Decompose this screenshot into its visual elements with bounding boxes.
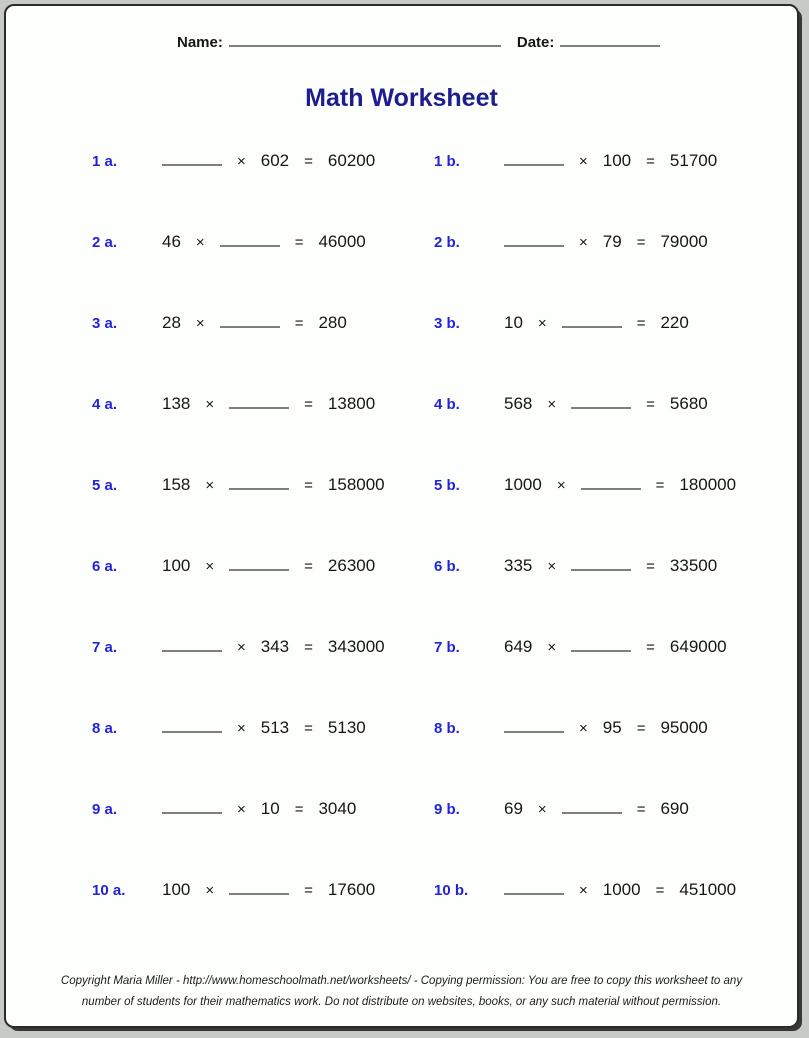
date-blank-line [560, 35, 660, 47]
times-operator: × [579, 152, 588, 170]
equals-operator: = [655, 881, 665, 899]
answer-blank [162, 642, 222, 652]
factor-1: 10 [504, 312, 523, 332]
equals-operator: = [304, 719, 313, 737]
problems-grid [6, 120, 797, 930]
problem-expression [162, 394, 375, 414]
problem-number: 5 b. [434, 476, 460, 494]
problem-row [6, 444, 797, 525]
problem-expression [504, 556, 717, 576]
product-value: 46000 [318, 231, 366, 251]
equals-operator: = [294, 800, 304, 818]
factor-1: 138 [162, 393, 191, 413]
problem-7b [434, 637, 797, 657]
times-operator: × [579, 233, 588, 251]
equals-operator: = [646, 395, 655, 413]
product-value: 220 [660, 312, 689, 332]
product-value: 33500 [669, 555, 718, 575]
factor-2: 1000 [602, 879, 641, 899]
problem-number: 1 b. [434, 152, 460, 170]
problem-expression [162, 556, 375, 576]
times-operator: × [547, 638, 557, 656]
answer-blank [162, 804, 222, 814]
equals-operator: = [304, 395, 313, 413]
answer-blank [504, 885, 564, 895]
answer-blank [504, 156, 564, 166]
product-value: 5130 [327, 717, 366, 737]
equals-operator: = [646, 152, 655, 170]
problem-2b [434, 232, 797, 252]
times-operator: × [195, 314, 205, 332]
product-value: 180000 [679, 474, 737, 494]
product-value: 451000 [679, 879, 737, 899]
answer-blank [220, 318, 280, 328]
problem-expression [504, 718, 708, 738]
factor-1: 649 [504, 636, 533, 656]
problem-6b [434, 556, 797, 576]
problem-number: 7 a. [92, 638, 118, 656]
equals-operator: = [294, 233, 304, 251]
times-operator: × [547, 395, 557, 413]
answer-blank [229, 480, 289, 490]
product-value: 5680 [669, 393, 708, 413]
name-blank-line [229, 35, 501, 47]
factor-2: 100 [602, 150, 632, 170]
problem-10b [434, 880, 797, 900]
equals-operator: = [294, 314, 304, 332]
product-value: 79000 [660, 231, 708, 251]
times-operator: × [547, 557, 557, 575]
problem-number: 7 b. [434, 638, 460, 656]
footer [6, 971, 797, 1013]
factor-2: 513 [260, 717, 290, 737]
equals-operator: = [304, 638, 313, 656]
problem-1a [6, 151, 434, 171]
header [177, 34, 660, 51]
answer-blank [229, 561, 289, 571]
product-value: 51700 [669, 150, 718, 170]
times-operator: × [579, 719, 588, 737]
equals-operator: = [636, 314, 646, 332]
times-operator: × [579, 881, 588, 899]
problem-expression [162, 151, 375, 171]
name-label: Name: [177, 34, 223, 51]
problem-3a [6, 313, 434, 333]
equals-operator: = [304, 881, 313, 899]
answer-blank [581, 480, 641, 490]
answer-blank [162, 156, 222, 166]
answer-blank [562, 804, 622, 814]
product-value: 3040 [318, 798, 357, 818]
product-value: 26300 [327, 555, 376, 575]
problem-4a [6, 394, 434, 414]
problem-expression [504, 151, 717, 171]
problem-row [6, 768, 797, 849]
problem-expression [162, 232, 366, 252]
factor-2: 343 [260, 636, 290, 656]
problem-number: 4 b. [434, 395, 460, 413]
problem-number: 8 a. [92, 719, 118, 737]
problem-number: 9 b. [434, 800, 460, 818]
problem-5a [6, 475, 434, 495]
problem-expression [162, 313, 347, 333]
equals-operator: = [646, 638, 655, 656]
equals-operator: = [636, 719, 646, 737]
problem-number: 6 b. [434, 557, 460, 575]
problem-10a [6, 880, 434, 900]
factor-2: 10 [260, 798, 280, 818]
product-value: 649000 [669, 636, 727, 656]
problem-number: 1 a. [92, 152, 118, 170]
answer-blank [571, 399, 631, 409]
problem-7a [6, 637, 434, 657]
problem-1b [434, 151, 797, 171]
problem-expression [162, 475, 385, 495]
problem-number: 3 b. [434, 314, 460, 332]
equals-operator: = [304, 152, 313, 170]
product-value: 95000 [660, 717, 708, 737]
times-operator: × [205, 395, 215, 413]
times-operator: × [237, 152, 246, 170]
factor-1: 158 [162, 474, 191, 494]
factor-1: 100 [162, 555, 191, 575]
factor-1: 100 [162, 879, 191, 899]
answer-blank [571, 561, 631, 571]
page-title: Math Worksheet [305, 84, 498, 112]
problem-expression [504, 880, 736, 900]
footer-line-1: Copyright Maria Miller - http://www.homeschoolmath.net/worksheets/ - Copying permission: You are free to copy this worksheet to any [60, 975, 743, 987]
product-value: 343000 [327, 636, 385, 656]
date-label: Date: [516, 34, 555, 51]
problem-number: 10 a. [92, 881, 126, 899]
times-operator: × [556, 476, 566, 494]
problem-number: 5 a. [92, 476, 118, 494]
factor-1: 335 [504, 555, 533, 575]
product-value: 13800 [327, 393, 376, 413]
footer-line-2: number of students for their mathematics work. Do not distribute on websites, books, or any such material without permission. [81, 996, 722, 1008]
equals-operator: = [304, 557, 313, 575]
problem-number: 4 a. [92, 395, 118, 413]
problem-number: 8 b. [434, 719, 460, 737]
problem-expression [504, 475, 736, 495]
times-operator: × [205, 557, 215, 575]
product-value: 690 [660, 798, 689, 818]
factor-2: 602 [260, 150, 290, 170]
problem-6a [6, 556, 434, 576]
equals-operator: = [304, 476, 313, 494]
problem-expression [504, 394, 708, 414]
times-operator: × [237, 719, 246, 737]
problem-expression [162, 799, 356, 819]
product-value: 280 [318, 312, 347, 332]
answer-blank [229, 885, 289, 895]
problem-expression [504, 313, 689, 333]
factor-1: 69 [504, 798, 523, 818]
problem-4b [434, 394, 797, 414]
problem-expression [162, 718, 366, 738]
product-value: 60200 [327, 150, 376, 170]
problem-5b [434, 475, 797, 495]
equals-operator: = [636, 233, 646, 251]
problem-number: 3 a. [92, 314, 118, 332]
answer-blank [504, 237, 564, 247]
problem-row [6, 120, 797, 201]
problem-number: 10 b. [434, 881, 469, 899]
problem-8b [434, 718, 797, 738]
problem-row [6, 687, 797, 768]
times-operator: × [237, 638, 246, 656]
problem-number: 9 a. [92, 800, 118, 818]
times-operator: × [205, 881, 215, 899]
problem-expression [504, 232, 708, 252]
problem-3b [434, 313, 797, 333]
problem-expression [162, 880, 375, 900]
times-operator: × [237, 800, 246, 818]
factor-1: 46 [162, 231, 181, 251]
times-operator: × [537, 314, 547, 332]
worksheet-sheet [4, 4, 799, 1028]
problem-number: 2 a. [92, 233, 118, 251]
answer-blank [504, 723, 564, 733]
factor-2: 95 [602, 717, 622, 737]
problem-expression [504, 637, 727, 657]
times-operator: × [195, 233, 205, 251]
problem-row [6, 282, 797, 363]
problem-row [6, 606, 797, 687]
answer-blank [229, 399, 289, 409]
equals-operator: = [636, 800, 646, 818]
factor-1: 1000 [504, 474, 542, 494]
problem-row [6, 201, 797, 282]
problem-number: 2 b. [434, 233, 460, 251]
answer-blank [220, 237, 280, 247]
problem-8a [6, 718, 434, 738]
equals-operator: = [646, 557, 655, 575]
problem-9a [6, 799, 434, 819]
times-operator: × [537, 800, 547, 818]
answer-blank [562, 318, 622, 328]
equals-operator: = [655, 476, 665, 494]
product-value: 158000 [327, 474, 385, 494]
problem-row [6, 525, 797, 606]
answer-blank [571, 642, 631, 652]
problem-row [6, 849, 797, 930]
problem-expression [162, 637, 385, 657]
problem-expression [504, 799, 689, 819]
factor-2: 79 [602, 231, 622, 251]
product-value: 17600 [327, 879, 376, 899]
answer-blank [162, 723, 222, 733]
problem-9b [434, 799, 797, 819]
problem-number: 6 a. [92, 557, 118, 575]
problem-row [6, 363, 797, 444]
problem-2a [6, 232, 434, 252]
times-operator: × [205, 476, 215, 494]
factor-1: 28 [162, 312, 181, 332]
factor-1: 568 [504, 393, 533, 413]
